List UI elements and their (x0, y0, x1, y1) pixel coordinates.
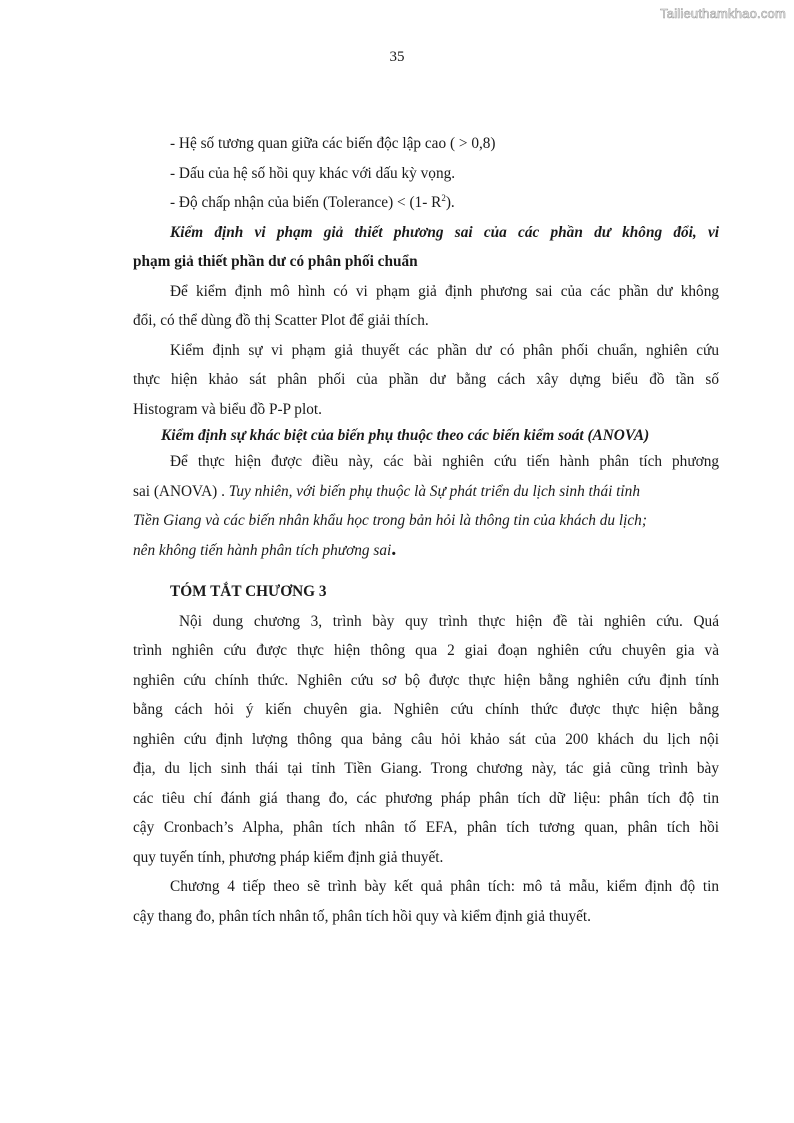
para-anova-line2: sai (ANOVA) . Tuy nhiên, với biến phụ thuộc là Sự phát triển du lịch sinh thái tỉnh (133, 482, 640, 500)
heading-variance-line1: Kiểm định vi phạm giả thiết phương sai của các phần dư không đổi, vi (170, 223, 719, 241)
chapter4-line2: cậy thang đo, phân tích nhân tố, phân tích hồi quy và kiểm định giả thuyết. (133, 907, 591, 925)
para-scatter-line1: Để kiểm định mô hình có vi phạm giả định phương sai của các phần dư không (170, 282, 719, 300)
bullet-sign: - Dấu của hệ số hồi quy khác với dấu kỳ vọng. (170, 164, 456, 182)
page-number: 35 (389, 49, 405, 65)
summary-title: TÓM TẮT CHƯƠNG 3 (170, 583, 327, 600)
para-anova-line1: Để thực hiện được điều này, các bài nghiên cứu tiến hành phân tích phương (170, 453, 719, 470)
summary-line: trình nghiên cứu được thực hiện thông qua 2 giai đoạn nghiên cứu chuyên gia và (133, 642, 719, 659)
document-body (133, 131, 719, 933)
bullet-tolerance: - Độ chấp nhận của biến (Tolerance) < (1- $R^2$). (170, 193, 455, 211)
watermark-text: Tailieuthamkhao.com (660, 6, 786, 21)
summary-line: quy tuyến tính, phương pháp kiểm định giả thuyết. (133, 848, 444, 866)
heading-variance-line2: phạm giả thiết phần dư có phân phối chuẩn (133, 253, 418, 270)
chapter4-line1: Chương 4 tiếp theo sẽ trình bày kết quả phân tích: mô tả mẫu, kiểm định độ tin (170, 878, 719, 895)
para-anova-line3: Tiền Giang và các biến nhân khẩu học trong bản hỏi là thông tin của khách du lịch; (133, 512, 647, 529)
summary-line: Nội dung chương 3, trình bày quy trình thực hiện đề tài nghiên cứu. Quá (179, 612, 719, 630)
summary-line: nghiên cứu chính thức. Nghiên cứu sơ bộ được thực hiện bằng nghiên cứu định tính (133, 671, 719, 689)
summary-line: địa, du lịch sinh thái tại tỉnh Tiền Giang. Trong chương này, tác giả cũng trình bày (133, 760, 719, 777)
summary-line: cậy Cronbach’s Alpha, phân tích nhân tố EFA, phân tích tương quan, phân tích hồi (133, 819, 719, 836)
bullet-correlation: - Hệ số tương quan giữa các biến độc lập cao ( > 0,8) (170, 135, 496, 152)
summary-line: nghiên cứu định lượng thông qua bảng câu hỏi khảo sát của 200 khách du lịch nội (133, 730, 719, 748)
para-histogram-line2: thực hiện khảo sát phân phối của phần dư bằng cách xây dựng biểu đồ tần số (133, 371, 719, 388)
summary-line: các tiêu chí đánh giá thang đo, các phương pháp phân tích dữ liệu: phân tích độ tin (133, 789, 719, 807)
summary-line: bằng cách hỏi ý kiến chuyên gia. Nghiên cứu chính thức được thực hiện bằng (133, 701, 719, 718)
para-anova-line4: nên không tiến hành phân tích phương sai. (133, 537, 397, 560)
para-histogram-line1: Kiểm định sự vi phạm giả thuyết các phần dư có phân phối chuẩn, nghiên cứu (170, 341, 719, 359)
heading-anova: Kiểm định sự khác biệt của biến phụ thuộc theo các biến kiểm soát (ANOVA) (161, 427, 650, 444)
para-histogram-line3: Histogram và biểu đồ P-P plot. (133, 400, 322, 418)
para-scatter-line2: đổi, có thể dùng đồ thị Scatter Plot để giải thích. (133, 312, 429, 329)
